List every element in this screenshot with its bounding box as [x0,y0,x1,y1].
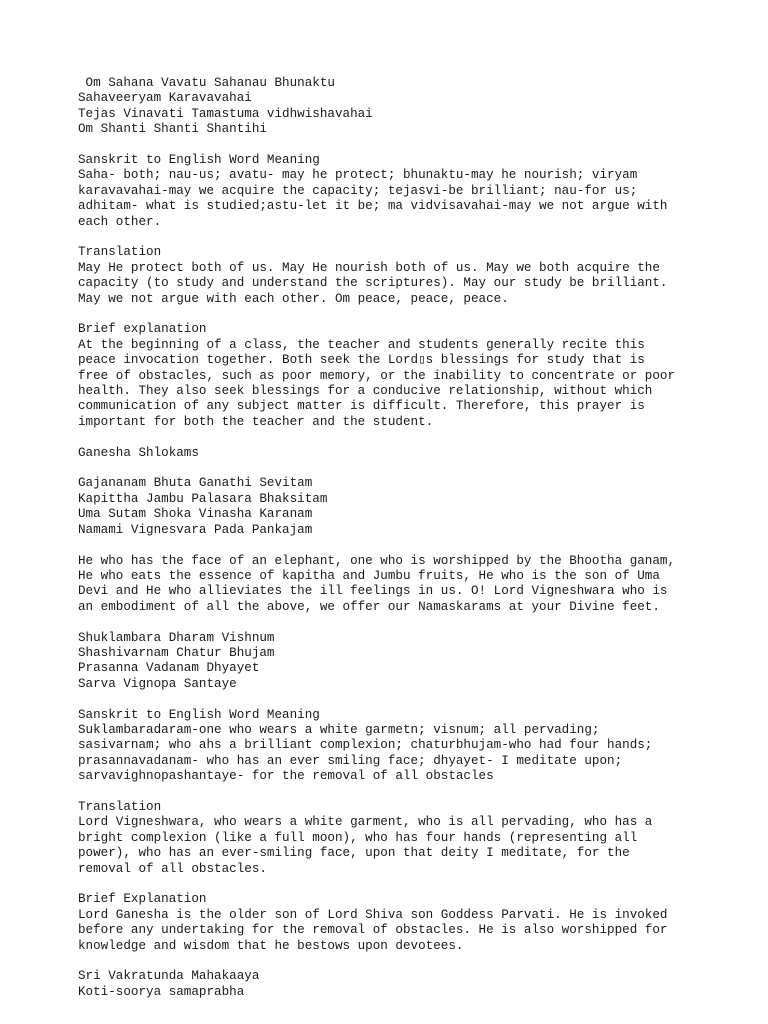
text-line: sasivarnam; who ahs a brilliant complexion; chaturbhujam-who had four hands; [78,738,653,753]
text-line: communication of any subject matter is difficult. Therefore, this prayer is [78,399,645,414]
text-line: before any undertaking for the removal of obstacles. He is also worshipped for [78,923,668,938]
text-line: May He protect both of us. May He nourish both of us. May we both acquire the [78,260,660,275]
section-heading: Sanskrit to English Word Meaning [78,153,320,168]
section-heading: Brief explanation [78,322,207,337]
section-heading: Brief Explanation [78,892,207,907]
shloka-block [78,476,718,538]
text-line: each other. [78,214,162,229]
mantra-line: Om Shanti Shanti Shantihi [78,122,267,137]
mantra-line: Sahaveeryam Karavavahai [78,91,252,106]
shloka-line: Shashivarnam Chatur Bhujam [78,645,275,660]
ganesha-heading-block [78,446,718,461]
text-line: free of obstacles, such as poor memory, or the inability to concentrate or poor [78,368,676,383]
text-line: Lord Ganesha is the older son of Lord Shiva son Goddess Parvati. He is invoked [78,907,668,922]
text-line: At the beginning of a class, the teacher and students generally recite this [78,337,645,352]
shloka-line: Uma Sutam Shoka Vinasha Karanam [78,507,313,522]
text-line: He who eats the essence of kapitha and Jumbu fruits, He who is the son of Uma [78,568,660,583]
shloka-block [78,969,718,1000]
text-line: sarvavighnopashantaye- for the removal of all obstacles [78,769,494,784]
text-line: capacity (to study and understand the scriptures). May our study be brilliant. [78,276,668,291]
text-line: removal of all obstacles. [78,861,267,876]
word-meaning-section [78,153,718,230]
mantra-line: Om Sahana Vavatu Sahanau Bhunaktu [78,76,335,90]
explanation-section [78,892,718,954]
shloka-line: Namami Vignesvara Pada Pankajam [78,522,313,537]
translation-section [78,800,718,877]
shloka-block [78,631,718,693]
section-heading: Translation [78,245,162,260]
shloka-line: Gajananam Bhuta Ganathi Sevitam [78,476,313,491]
text-line: important for both the teacher and the student. [78,414,434,429]
text-line: power), who has an ever-smiling face, upon that deity I meditate, for the [78,846,630,861]
text-line: Lord Vigneshwara, who wears a white garment, who is all pervading, who has a [78,815,653,830]
text-line: adhitam- what is studied;astu-let it be; ma vidvisavahai-may we not argue with [78,199,668,214]
text-line: He who has the face of an elephant, one who is worshipped by the Bhootha ganam, [78,553,676,568]
text-line: Suklambaradaram-one who wears a white garmetn; visnum; all pervading; [78,722,600,737]
shloka-line: Kapittha Jambu Palasara Bhaksitam [78,491,328,506]
text-line: an embodiment of all the above, we offer our Namaskarams at your Divine feet. [78,599,660,614]
text-line: health. They also seek blessings for a conducive relationship, without which [78,384,653,399]
text-line: knowledge and wisdom that he bestows upon devotees. [78,938,464,953]
shloka-line: Prasanna Vadanam Dhyayet [78,661,260,676]
text-line: bright complexion (like a full moon), who has four hands (representing all [78,830,638,845]
shloka-line: Shuklambara Dharam Vishnum [78,630,275,645]
explanation-section [78,322,718,430]
shloka-line: Koti-soorya samaprabha [78,984,245,999]
shloka-line: Sarva Vignopa Santaye [78,676,237,691]
text-line: prasannavadanam- who has an ever smiling face; dhyayet- I meditate upon; [78,753,623,768]
text-line: peace invocation together. Both seek the Lord▯s blessings for study that is [78,353,645,368]
word-meaning-section [78,708,718,785]
shloka-line: Sri Vakratunda Mahakaaya [78,969,260,984]
section-heading: Translation [78,799,162,814]
text-line: May we not argue with each other. Om peace, peace, peace. [78,291,509,306]
section-heading: Sanskrit to English Word Meaning [78,707,320,722]
shloka-meaning-block [78,554,718,616]
mantra-line: Tejas Vinavati Tamastuma vidhwishavahai [78,106,373,121]
text-line: Saha- both; nau-us; avatu- may he protect; bhunaktu-may he nourish; viryam [78,168,638,183]
text-line: karavavahai-may we acquire the capacity; tejasvi-be brilliant; nau-for us; [78,183,638,198]
document-page [78,76,718,1016]
text-line: Devi and He who allieviates the ill feelings in us. O! Lord Vigneshwara who is [78,584,668,599]
ganesha-heading: Ganesha Shlokams [78,445,199,460]
translation-section [78,245,718,307]
mantra-block [78,76,718,138]
